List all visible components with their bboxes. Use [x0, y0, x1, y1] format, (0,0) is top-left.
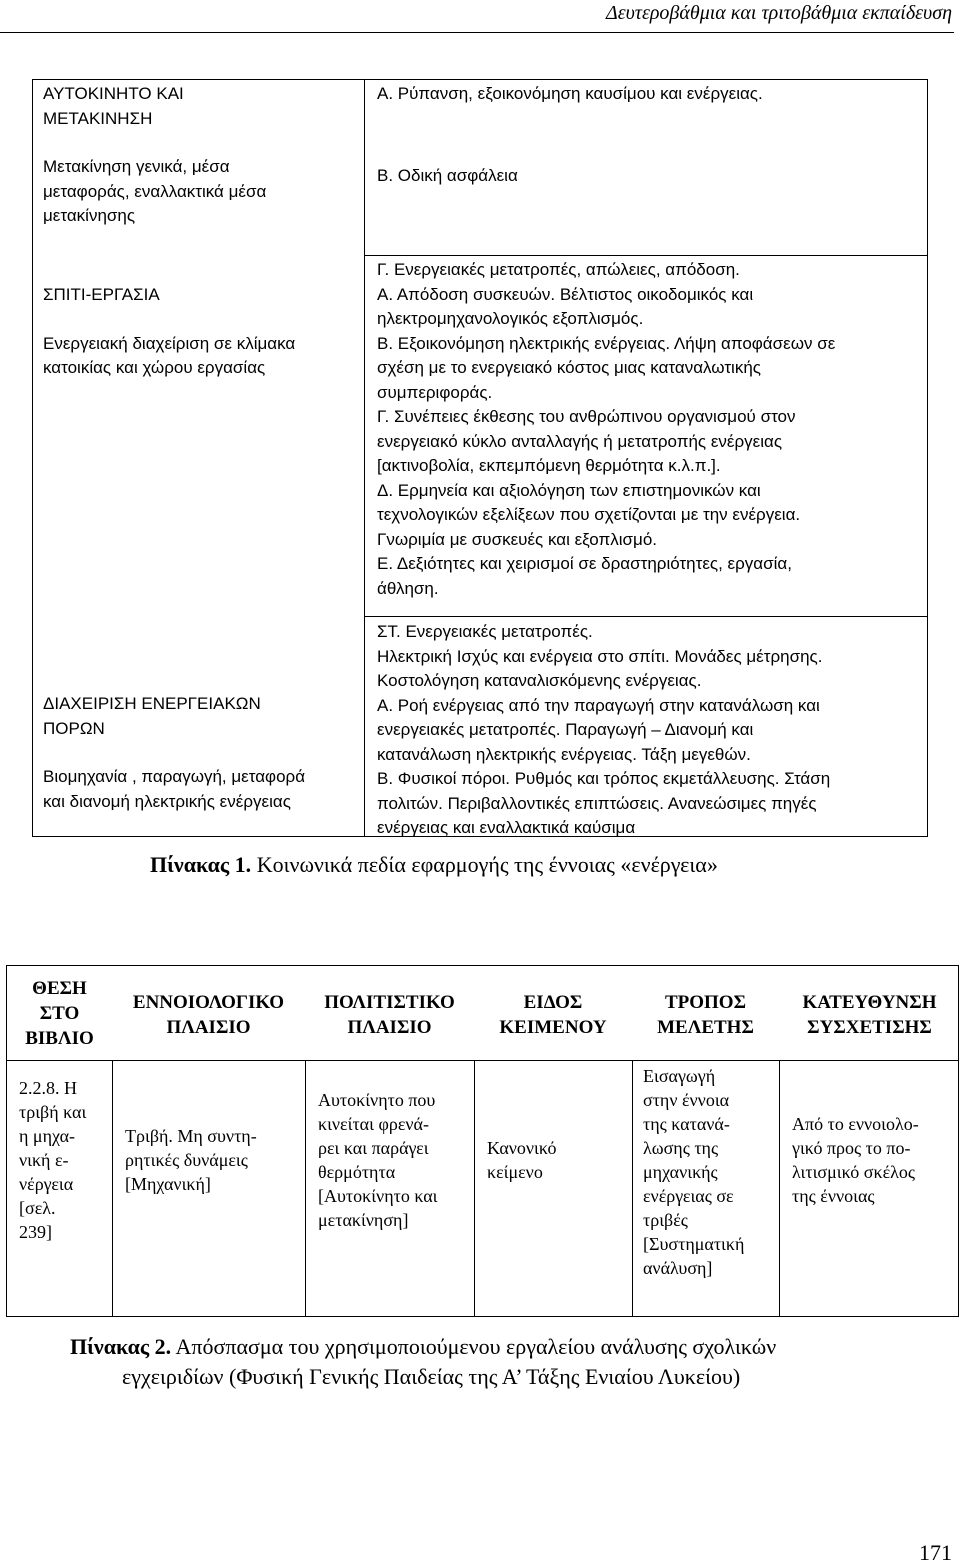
table-1-caption	[150, 850, 718, 880]
cell-line: Δ. Ερμηνεία και αξιολόγηση των επιστημονικών και	[377, 480, 761, 500]
cell-line: η μηχα-	[19, 1126, 75, 1146]
cell-line: ενέργειας και εναλλακτικά καύσιμα	[377, 818, 636, 837]
cell-line: Αυτοκίνητο που	[318, 1090, 436, 1110]
table-2-column-divider	[779, 1060, 780, 1316]
page-number: 171	[919, 1540, 952, 1565]
cell-line: μετακίνηση]	[318, 1210, 409, 1230]
cell-line: Εισαγωγή	[643, 1066, 716, 1086]
table-2-column-divider	[112, 1060, 113, 1316]
header-line: ΣΤΟ	[39, 1003, 80, 1024]
cell-line: [Συστηματική	[643, 1234, 745, 1254]
cell-line: της έννοιας	[792, 1186, 875, 1206]
cell-study-method	[643, 1064, 777, 1280]
cell-line: τεχνολογικών εξελίξεων που σχετίζονται με την ενέργεια.	[377, 505, 801, 524]
header-correlation-direction	[779, 990, 960, 1040]
cell-line: [σελ.	[19, 1198, 56, 1218]
cell-line: ρητικές δυνάμεις	[125, 1150, 248, 1170]
cell-line: θερμότητα	[318, 1162, 396, 1182]
cell-line: κινείται φρενά-	[318, 1114, 429, 1134]
header-line: ΒΙΒΛΙΟ	[25, 1028, 94, 1049]
cell-line: Α. Ρύπανση, εξοικονόμηση καυσίμου και ενέργειας.	[377, 84, 763, 103]
cell-correlation-direction	[792, 1112, 958, 1208]
table-1-row-divider	[364, 616, 927, 617]
table-1-column-divider	[364, 80, 365, 836]
table-1-row2-right	[377, 258, 927, 601]
caption-text: Κοινωνικά πεδία εφαρμογής της έννοιας «ενέργεια»	[256, 852, 718, 877]
table-2	[6, 965, 959, 1317]
header-cultural-frame	[305, 990, 474, 1040]
cell-line: ενεργειακό κύκλο ανταλλαγής ή μετατροπής ενέργειας	[377, 431, 783, 451]
header-text-type	[474, 990, 632, 1040]
table-2-column-divider	[305, 1060, 306, 1316]
cell-line: μηχανικής	[643, 1162, 718, 1182]
header-rule	[0, 32, 954, 33]
table-2-column-divider	[474, 1060, 475, 1316]
running-header: Δευτεροβάθμια και τριτοβάθμια εκπαίδευση	[605, 2, 952, 24]
cell-line: ΑΥΤΟΚΙΝΗΤΟ ΚΑΙ	[43, 84, 184, 103]
cell-line: Β. Εξοικονόμηση ηλεκτρικής ενέργειας. Λήψη αποφάσεων σε	[377, 333, 836, 353]
table-1-row3-right	[377, 620, 927, 841]
table-1-row-divider	[364, 255, 927, 256]
caption-text: Απόσπασμα του χρησιμοποιούμενου εργαλείου ανάλυσης σχολικών	[175, 1334, 777, 1359]
table-2-header-divider	[7, 1060, 958, 1061]
table-1-row2-left	[43, 283, 359, 381]
cell-conceptual-frame	[125, 1124, 303, 1196]
header-line: ΕΙΔΟΣ	[523, 992, 583, 1013]
cell-line: ενέργειας σε	[643, 1186, 734, 1206]
header-line: ΚΑΤΕΥΘΥΝΣΗ	[802, 992, 937, 1013]
cell-line: Κανονικό	[487, 1138, 557, 1158]
cell-line: ρει και παράγει	[318, 1138, 429, 1158]
cell-line: Τριβή. Μη συντη-	[125, 1126, 257, 1146]
cell-line: άθληση.	[377, 578, 439, 598]
header-line: ΚΕΙΜΕΝΟΥ	[499, 1017, 607, 1038]
cell-position	[19, 1076, 111, 1244]
cell-line: Γ. Ενεργειακές μετατροπές, απώλειες, απόδοση.	[377, 260, 740, 279]
cell-line: Γνωριμία με συσκευές και εξοπλισμό.	[377, 529, 657, 549]
cell-line: στην έννοια	[643, 1090, 730, 1110]
cell-line: γικό προς το πο-	[792, 1138, 911, 1158]
cell-line: πολιτών. Περιβαλλοντικές επιπτώσεις. Ανανεώσιμες πηγές	[377, 793, 817, 813]
header-line: ΕΝΝΟΙΟΛΟΓΙΚΟ	[132, 992, 285, 1013]
header-line: ΣΥΣΧΕΤΙΣΗΣ	[807, 1017, 932, 1038]
cell-line: ηλεκτρομηχανολογικός εξοπλισμός.	[377, 309, 644, 328]
cell-line: ανάλυση]	[643, 1258, 713, 1278]
cell-line: μεταφοράς, εναλλακτικά μέσα	[43, 181, 267, 201]
header-line: ΠΛΑΙΣΙΟ	[347, 1017, 432, 1038]
cell-line: κατανάλωση ηλεκτρικής ενέργειας. Τάξη μεγεθών.	[377, 744, 751, 764]
cell-line: [ακτινοβολία, εκπεμπόμενη θερμότητα κ.λ.π.].	[377, 456, 721, 475]
cell-line: νική ε-	[19, 1150, 69, 1170]
cell-line: Κοστολόγηση καταναλισκόμενης ενέργειας.	[377, 671, 702, 690]
cell-line: Γ. Συνέπειες έκθεσης του ανθρώπινου οργανισμού στον	[377, 407, 796, 426]
cell-line: λιτισμικό σκέλος	[792, 1162, 915, 1182]
header-line: ΠΟΛΙΤΙΣΤΙΚΟ	[324, 992, 455, 1013]
table-1-row1-right-b	[377, 164, 927, 189]
cell-line: κατοικίας και χώρου εργασίας	[43, 358, 266, 377]
cell-line: ΠΟΡΩΝ	[43, 718, 105, 738]
cell-line: σχέση με το ενεργειακό κόστος μιας καταναλωτικής	[377, 358, 761, 377]
table-1	[32, 79, 928, 837]
cell-line: και διανομή ηλεκτρικής ενέργειας	[43, 791, 291, 811]
caption-label: Πίνακας 1.	[150, 852, 252, 877]
cell-line: ενεργειακές μετατροπές. Παραγωγή – Διανομή και	[377, 720, 754, 739]
cell-line: λωσης της	[643, 1138, 719, 1158]
header-study-method	[632, 990, 779, 1040]
cell-line: Μετακίνηση γενικά, μέσα	[43, 157, 230, 176]
cell-line: Βιομηχανία , παραγωγή, μεταφορά	[43, 767, 306, 786]
header-position	[7, 976, 112, 1051]
cell-line: Α. Απόδοση συσκευών. Βέλτιστος οικοδομικός και	[377, 284, 754, 304]
cell-line: Ενεργειακή διαχείριση σε κλίμακα	[43, 333, 296, 353]
cell-line: ΣΠΙΤΙ-ΕΡΓΑΣΙΑ	[43, 285, 160, 304]
header-line: ΜΕΛΕΤΗΣ	[657, 1017, 754, 1038]
cell-line: 239]	[19, 1222, 52, 1242]
cell-line: [Μηχανική]	[125, 1174, 211, 1194]
header-conceptual-frame	[112, 990, 305, 1040]
cell-line: της κατανά-	[643, 1114, 730, 1134]
cell-line: συμπεριφοράς.	[377, 382, 493, 402]
cell-line: Β. Οδική ασφάλεια	[377, 166, 518, 185]
cell-text-type	[487, 1136, 630, 1184]
cell-line: Α. Ροή ενέργειας από την παραγωγή στην κατανάλωση και	[377, 695, 820, 715]
cell-line: ΜΕΤΑΚΙΝΗΣΗ	[43, 108, 153, 128]
cell-cultural-frame	[318, 1088, 472, 1232]
cell-line: 2.2.8. Η	[19, 1078, 77, 1098]
cell-line: μετακίνησης	[43, 206, 136, 225]
table-1-row1-right-a	[377, 82, 927, 107]
header-line: ΤΡΟΠΟΣ	[664, 992, 747, 1013]
table-1-row1-left	[43, 82, 359, 229]
caption-text: εγχειριδίων (Φυσική Γενικής Παιδείας της Α’ Τάξης Ενιαίου Λυκείου)	[122, 1364, 741, 1389]
caption-label: Πίνακας 2.	[70, 1334, 172, 1359]
cell-line: τριβές	[643, 1210, 688, 1230]
cell-line: Β. Φυσικοί πόροι. Ρυθμός και τρόπος εκμετάλλευσης. Στάση	[377, 769, 831, 788]
cell-line: ΔΙΑΧΕΙΡΙΣΗ ΕΝΕΡΓΕΙΑΚΩΝ	[43, 694, 261, 713]
cell-line: τριβή και	[19, 1102, 87, 1122]
cell-line: Ηλεκτρική Ισχύς και ενέργεια στο σπίτι. Μονάδες μέτρησης.	[377, 646, 823, 666]
header-line: ΘΕΣΗ	[32, 978, 87, 999]
cell-line: νέργεια	[19, 1174, 74, 1194]
cell-line: ΣΤ. Ενεργειακές μετατροπές.	[377, 622, 593, 641]
cell-line: Από το εννοιολο-	[792, 1114, 919, 1134]
table-1-row3-left	[43, 692, 359, 814]
cell-line: [Αυτοκίνητο και	[318, 1186, 438, 1206]
table-2-column-divider	[632, 1060, 633, 1316]
header-line: ΠΛΑΙΣΙΟ	[166, 1017, 251, 1038]
cell-line: Ε. Δεξιότητες και χειρισμοί σε δραστηριότητες, εργασία,	[377, 554, 792, 573]
cell-line: κείμενο	[487, 1162, 543, 1182]
table-2-caption	[70, 1332, 930, 1392]
